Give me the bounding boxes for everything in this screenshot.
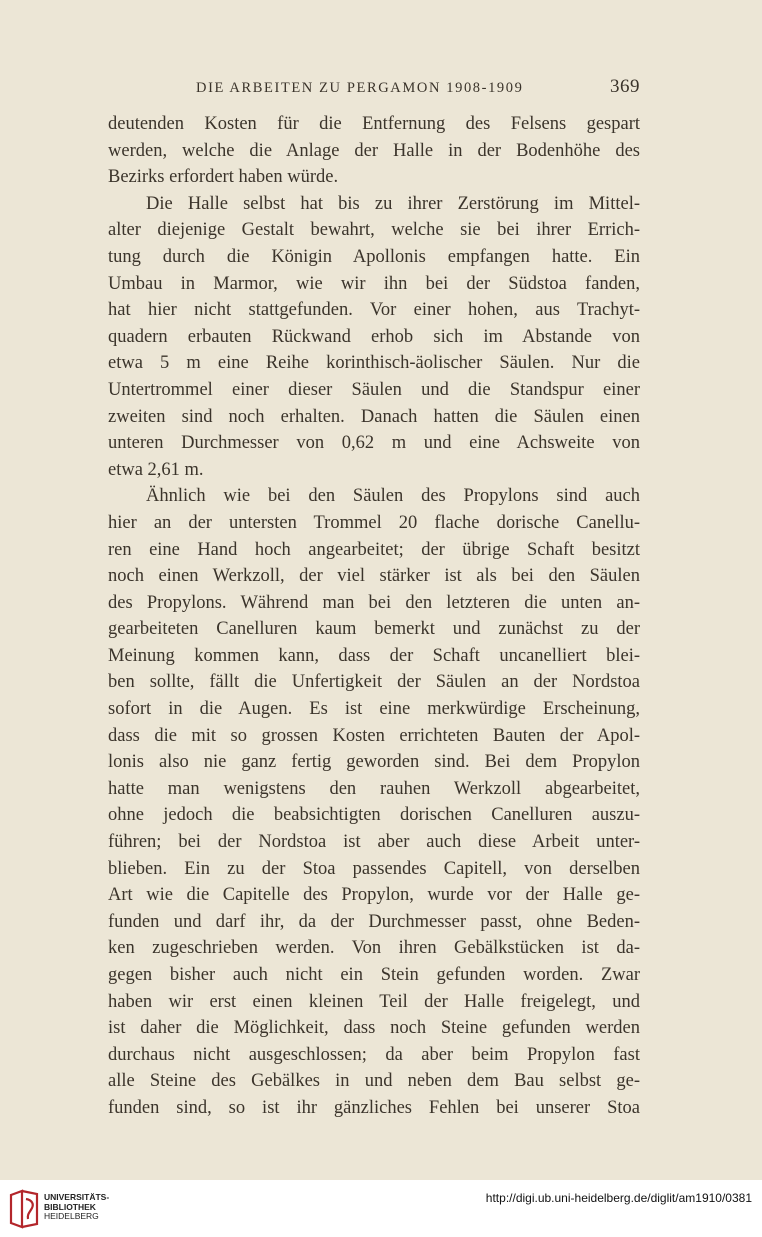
text-line: alter diejenige Gestalt bewahrt, welche sie bei ihrer Errich- — [108, 220, 640, 241]
text-line: alle Steine des Gebälkes in und neben dem Bau selbst ge- — [108, 1071, 640, 1092]
text-line: des Propylons. Während man bei den letzteren die unten an- — [108, 592, 640, 613]
text-line: dass die mit so grossen Kosten errichteten Bauten der Apol- — [108, 725, 640, 746]
text-line: Art wie die Capitelle des Propylon, wurde vor der Halle ge- — [108, 885, 640, 906]
text-line: werden, welche die Anlage der Halle in der Bodenhöhe des — [108, 140, 640, 161]
text-line: ken zugeschrieben werden. Von ihren Gebälkstücken ist da- — [108, 938, 640, 959]
text-line: quadern erbauten Rückwand erhob sich im Abstande von — [108, 326, 640, 347]
text-line: etwa 5 m eine Reihe korinthisch-äolischer Säulen. Nur die — [108, 353, 640, 374]
text-line: ist daher die Möglichkeit, dass noch Steine gefunden werden — [108, 1018, 640, 1039]
library-name — [44, 1193, 109, 1222]
text-line: lonis also nie ganz fertig geworden sind. Bei dem Propylon — [108, 752, 640, 773]
text-line: noch einen Werkzoll, der viel stärker ist als bei den Säulen — [108, 566, 640, 587]
text-line: hat hier nicht stattgefunden. Vor einer hohen, aus Trachyt- — [108, 300, 640, 321]
library-name-line: BIBLIOTHEK — [44, 1201, 96, 1212]
text-line: unteren Durchmesser von 0,62 m und eine Achsweite von — [108, 433, 640, 454]
text-line: ben sollte, fällt die Unfertigkeit der Säulen an der Nordstoa — [108, 672, 640, 693]
text-line: Bezirks erfordert haben würde. — [108, 167, 339, 188]
text-line: funden und darf ihr, da der Durchmesser passt, ohne Beden- — [108, 911, 640, 932]
text-line: Die Halle selbst hat bis zu ihrer Zerstörung im Mittel- — [146, 193, 640, 214]
text-line: durchaus nicht ausgeschlossen; da aber beim Propylon fast — [108, 1044, 640, 1065]
text-line: Meinung kommen kann, dass der Schaft uncanelliert blei- — [108, 645, 640, 666]
text-line: zweiten sind noch erhalten. Danach hatten die Säulen einen — [108, 406, 640, 427]
body-text — [108, 111, 640, 1122]
library-name-line: HEIDELBERG — [44, 1211, 99, 1221]
text-line: sofort in die Augen. Es ist eine merkwürdige Erscheinung, — [108, 699, 640, 720]
text-line: ren eine Hand hoch angearbeitet; der übrige Schaft besitzt — [108, 539, 640, 560]
text-line: gegen bisher auch nicht ein Stein gefunden worden. Zwar — [108, 965, 640, 985]
text-line: deutenden Kosten für die Entfernung des Felsens gespart — [108, 114, 640, 134]
text-line: führen; bei der Nordstoa ist aber auch diese Arbeit unter- — [108, 832, 640, 853]
text-line: ohne jedoch die beabsichtigten dorischen Canelluren auszu- — [108, 805, 640, 826]
footer-bar — [0, 1180, 762, 1237]
running-head — [108, 74, 644, 104]
text-line: haben wir erst einen kleinen Teil der Halle freigelegt, und — [108, 991, 640, 1012]
text-line: funden sind, so ist ihr gänzliches Fehlen bei unserer Stoa — [108, 1097, 640, 1118]
page-number: 369 — [610, 76, 640, 97]
text-line: hier an der untersten Trommel 20 flache dorische Canellu- — [108, 512, 640, 533]
text-line: tung durch die Königin Apollonis empfangen hatte. Ein — [108, 246, 640, 267]
text-line: hatte man wenigstens den rauhen Werkzoll abgearbeitet, — [108, 778, 640, 799]
text-line: Untertrommel einer dieser Säulen und die Standspur einer — [108, 379, 640, 400]
running-title: DIE ARBEITEN ZU PERGAMON 1908-1909 — [196, 80, 524, 96]
source-url-link[interactable]: http://digi.ub.uni-heidelberg.de/diglit/am1910/0381 — [485, 1191, 752, 1205]
library-name-line: UNIVERSITÄTS- — [44, 1192, 110, 1202]
text-line: Umbau in Marmor, wie wir ihn bei der Südstoa fanden, — [108, 273, 640, 294]
text-line: blieben. Ein zu der Stoa passendes Capitell, von derselben — [108, 858, 640, 879]
text-line: etwa 2,61 m. — [108, 459, 204, 480]
text-line: gearbeiteten Canelluren kaum bemerkt und zunächst zu der — [108, 619, 640, 640]
text-line: Ähnlich wie bei den Säulen des Propylons sind auch — [146, 486, 640, 507]
library-logo-icon[interactable] — [8, 1188, 40, 1230]
